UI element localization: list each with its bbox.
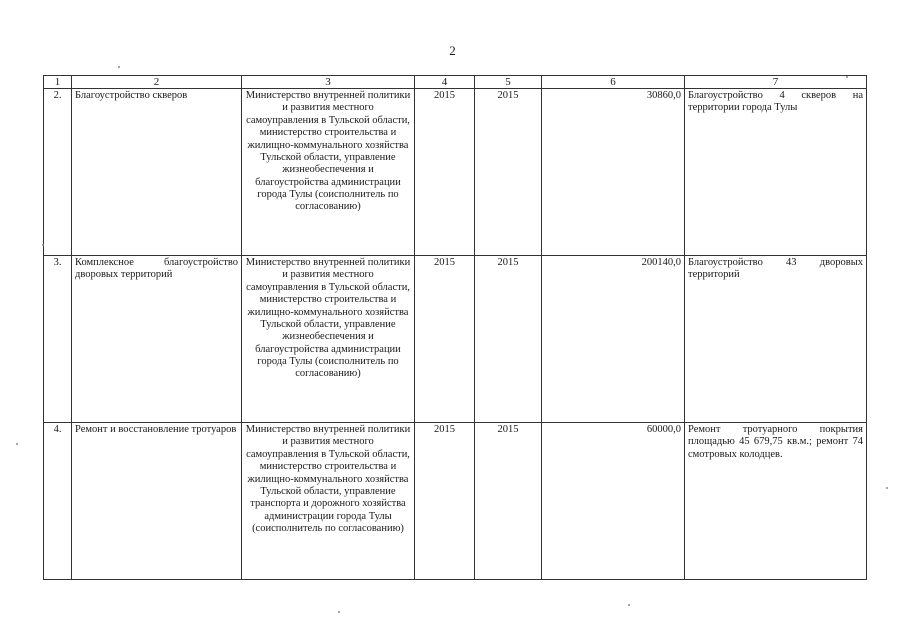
table-row <box>44 256 867 423</box>
end-year: 2015 <box>475 256 542 423</box>
amount: 60000,0 <box>542 423 685 580</box>
measure-name: Ремонт и восстановление тротуаров <box>72 423 242 580</box>
scan-speck <box>118 66 120 68</box>
row-number: 4. <box>44 423 72 580</box>
end-year: 2015 <box>475 89 542 256</box>
scan-speck <box>42 244 44 246</box>
scan-speck <box>628 604 630 606</box>
expected-result: Благоустройство 43 дворовых территорий <box>685 256 867 423</box>
start-year: 2015 <box>415 89 475 256</box>
page-number: 2 <box>449 43 456 58</box>
column-header: 1 <box>44 76 72 89</box>
executor: Министерство внутренней политики и развития местного самоуправления в Тульской области, министерство строительства и жилищно-коммунального хозяйства Тульской области, управление жизнеобеспечения и благоустройства администрации города Тулы (соисполнитель по согласованию) <box>242 256 415 423</box>
amount: 200140,0 <box>542 256 685 423</box>
measure-name: Благоустройство скверов <box>72 89 242 256</box>
scan-speck <box>338 611 340 613</box>
expected-result: Ремонт тротуарного покрытия площадью 45 679,75 кв.м.; ремонт 74 смотровых колодцев. <box>685 423 867 580</box>
column-header: 6 <box>542 76 685 89</box>
table-row <box>44 423 867 580</box>
scan-speck <box>846 76 848 78</box>
column-header: 4 <box>415 76 475 89</box>
measures-table <box>43 75 867 580</box>
row-number: 3. <box>44 256 72 423</box>
scan-speck <box>886 487 888 489</box>
start-year: 2015 <box>415 423 475 580</box>
expected-result: Благоустройство 4 скверов на территории города Тулы <box>685 89 867 256</box>
column-header: 2 <box>72 76 242 89</box>
column-header: 7 <box>685 76 867 89</box>
column-header: 5 <box>475 76 542 89</box>
table-row <box>44 89 867 256</box>
measure-name: Комплексное благоустройство дворовых территорий <box>72 256 242 423</box>
column-header: 3 <box>242 76 415 89</box>
executor: Министерство внутренней политики и развития местного самоуправления в Тульской области, министерство строительства и жилищно-коммунального хозяйства Тульской области, управление жизнеобеспечения и благоустройства администрации города Тулы (соисполнитель по согласованию) <box>242 89 415 256</box>
executor: Министерство внутренней политики и развития местного самоуправления в Тульской области, министерство строительства и жилищно-коммунального хозяйства Тульской области, управление транспорта и дорожного хозяйства администрации города Тулы (соисполнитель по согласованию) <box>242 423 415 580</box>
header-row <box>44 76 867 89</box>
end-year: 2015 <box>475 423 542 580</box>
start-year: 2015 <box>415 256 475 423</box>
row-number: 2. <box>44 89 72 256</box>
scan-speck <box>16 443 18 445</box>
amount: 30860,0 <box>542 89 685 256</box>
